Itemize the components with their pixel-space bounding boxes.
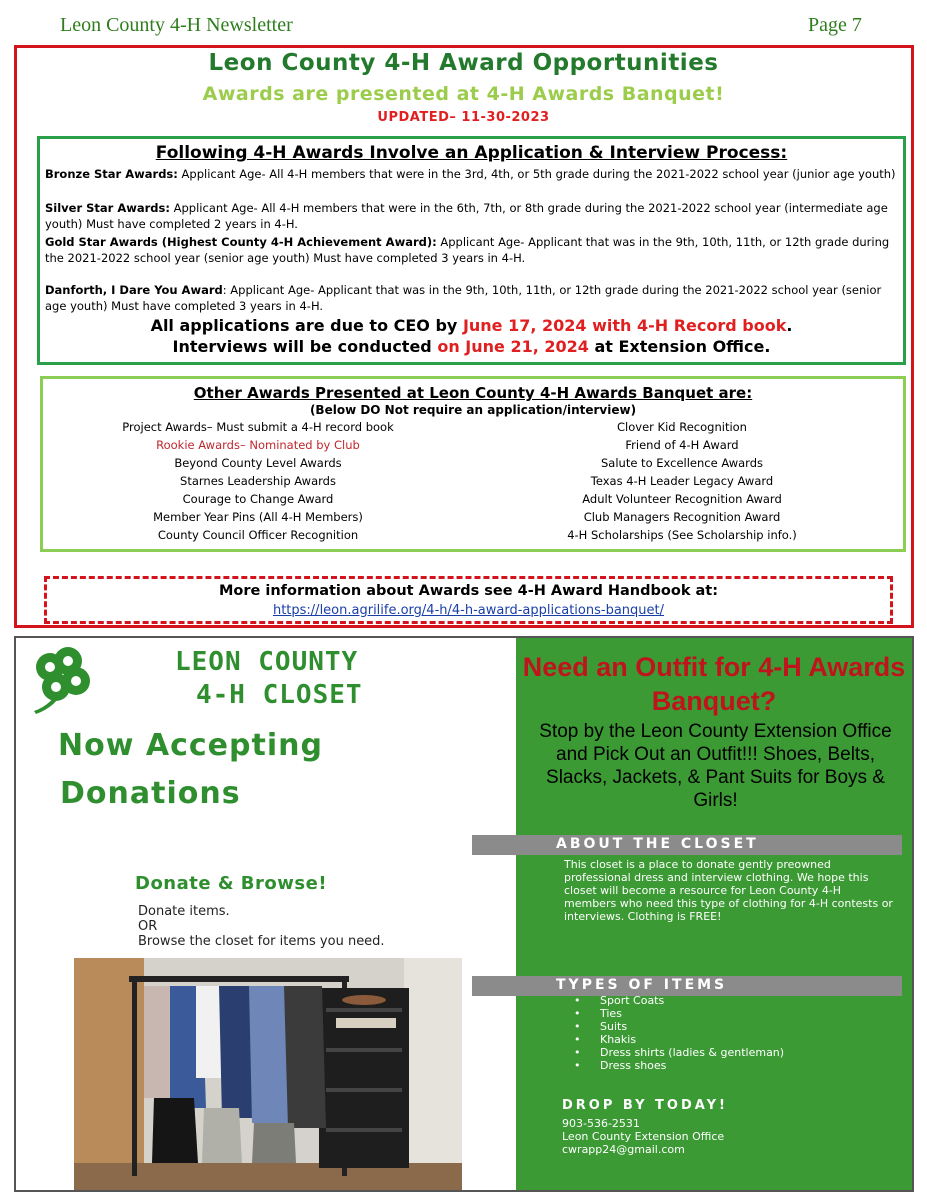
danforth-label: Danforth, I Dare You Award (45, 283, 223, 297)
interviews-line (37, 337, 906, 356)
now-accepting-heading: Now Accepting (58, 728, 323, 763)
danforth-text: : Applicant Age- Applicant that was in the 9th, 10th, 11th, or 12th grade during the 2021-2022 school year (senior age youth) Must have completed 3 years in 4-H. (45, 283, 882, 313)
types-items-bar (472, 976, 902, 996)
award-banquet-subtitle: Awards are presented at 4-H Awards Banquet! (202, 83, 725, 105)
danforth-paragraph (45, 282, 901, 314)
donate-line: OR (138, 919, 158, 934)
about-closet-text: This closet is a place to donate gently preowned professional dress and interview clothing. We hope this closet will become a resource for Leon County 4-H members who need this type of clothing for 4-H contests or interviews. Clothing is FREE! (564, 858, 893, 923)
gold-star-paragraph (45, 234, 901, 266)
interview-prefix: Interviews will be conducted (172, 337, 438, 356)
award-opportunities-title: Leon County 4-H Award Opportunities (208, 50, 719, 76)
list-item: • Dress shirts (ladies & gentleman) (570, 1046, 784, 1059)
list-item: • Suits (570, 1020, 784, 1033)
about-closet-heading: ABOUT THE CLOSET (556, 836, 759, 852)
award-left-3: Beyond County Level Awards (174, 456, 342, 470)
award-left-5: Courage to Change Award (182, 492, 334, 506)
award-right-1: Clover Kid Recognition (617, 420, 747, 434)
closet-title-line2: 4-H CLOSET (196, 680, 363, 710)
list-item: • Ties (570, 1007, 784, 1020)
donate-browse-heading: Donate & Browse! (135, 873, 328, 894)
updated-date: UPDATED– 11-30-2023 (377, 110, 550, 125)
gold-star-text: Applicant Age- Applicant that was in the 9th, 10th, 11th, or 12th grade during the 2021-2022 school year (senior age youth) Must have completed 3 years in 4-H. (45, 235, 890, 265)
silver-star-paragraph (45, 200, 901, 232)
award-left-7: County Council Officer Recognition (157, 528, 359, 542)
award-right-5: Adult Volunteer Recognition Award (582, 492, 782, 506)
list-item: • Sport Coats (570, 994, 784, 1007)
donate-line: Donate items. (138, 904, 230, 919)
silver-star-label: Silver Star Awards: (45, 201, 170, 215)
bronze-star-label: Bronze Star Awards: (45, 167, 178, 181)
page-number: Page 7 (808, 14, 862, 36)
clover-icon (22, 645, 102, 715)
award-handbook-link[interactable]: https://leon.agrilife.org/4-h/4-h-award-applications-banquet/ (272, 603, 665, 618)
interview-date: on June 21, 2024 (437, 337, 589, 356)
list-item: • Khakis (570, 1033, 784, 1046)
about-closet-bar (472, 835, 902, 855)
gold-star-label: Gold Star Awards (Highest County 4-H Achievement Award): (45, 235, 437, 249)
application-awards-heading: Following 4-H Awards Involve an Application & Interview Process: (155, 143, 788, 163)
interview-suffix: at Extension Office. (588, 337, 771, 356)
newsletter-title: Leon County 4-H Newsletter (60, 14, 293, 36)
award-left-2: Rookie Awards– Nominated by Club (156, 438, 360, 452)
list-item: • Dress shoes (570, 1059, 784, 1072)
award-left-1: Project Awards– Must submit a 4-H record book (122, 420, 394, 434)
office-name: Leon County Extension Office (562, 1130, 725, 1143)
contact-info (562, 1117, 724, 1156)
need-outfit-heading: Need an Outfit for 4-H Awards Banquet? (522, 652, 906, 716)
due-suffix: . (786, 316, 793, 335)
award-right-3: Salute to Excellence Awards (600, 456, 764, 470)
donations-heading: Donations (60, 776, 241, 811)
other-awards-heading: Other Awards Presented at Leon County 4-H Awards Banquet are: (193, 384, 753, 402)
types-items-heading: TYPES OF ITEMS (556, 977, 728, 993)
bronze-star-text: Applicant Age- All 4-H members that were in the 3rd, 4th, or 5th grade during the 2021-2022 school year (junior age youth) (177, 167, 896, 181)
award-left-6: Member Year Pins (All 4-H Members) (153, 510, 363, 524)
email-address[interactable]: cwrapp24@gmail.com (562, 1143, 685, 1156)
bronze-star-paragraph (45, 166, 901, 182)
due-date: June 17, 2024 with 4-H Record book (462, 316, 787, 335)
other-awards-note: (Below DO Not require an application/interview) (309, 403, 637, 417)
award-right-4: Texas 4-H Leader Legacy Award (590, 474, 774, 488)
award-right-7: 4-H Scholarships (See Scholarship info.) (567, 528, 797, 542)
donate-instructions (138, 904, 385, 949)
stop-by-text: Stop by the Leon County Extension Office and Pick Out an Outfit!!! Shoes, Belts, Slacks, Jackets, & Pant Suits for Boys & Girls! (539, 721, 892, 811)
award-right-6: Club Managers Recognition Award (583, 510, 781, 524)
more-info-text: More information about Awards see 4-H Award Handbook at: (218, 583, 719, 599)
closet-title-line1: LEON COUNTY (175, 647, 359, 677)
award-left-4: Starnes Leadership Awards (180, 474, 336, 488)
applications-due-line (37, 316, 906, 335)
due-prefix: All applications are due to CEO by (150, 316, 463, 335)
types-items-list (570, 994, 784, 1072)
phone-number: 903-536-2531 (562, 1117, 640, 1130)
clothing-rack-photo (74, 958, 462, 1190)
silver-star-text: Applicant Age- All 4-H members that were in the 6th, 7th, or 8th grade during the 2021-2022 school year (intermediate age youth) Must have completed 2 years in 4-H. (45, 201, 888, 231)
drop-by-heading: DROP BY TODAY! (562, 1098, 728, 1113)
award-right-2: Friend of 4-H Award (625, 438, 739, 452)
donate-line: Browse the closet for items you need. (138, 934, 385, 949)
